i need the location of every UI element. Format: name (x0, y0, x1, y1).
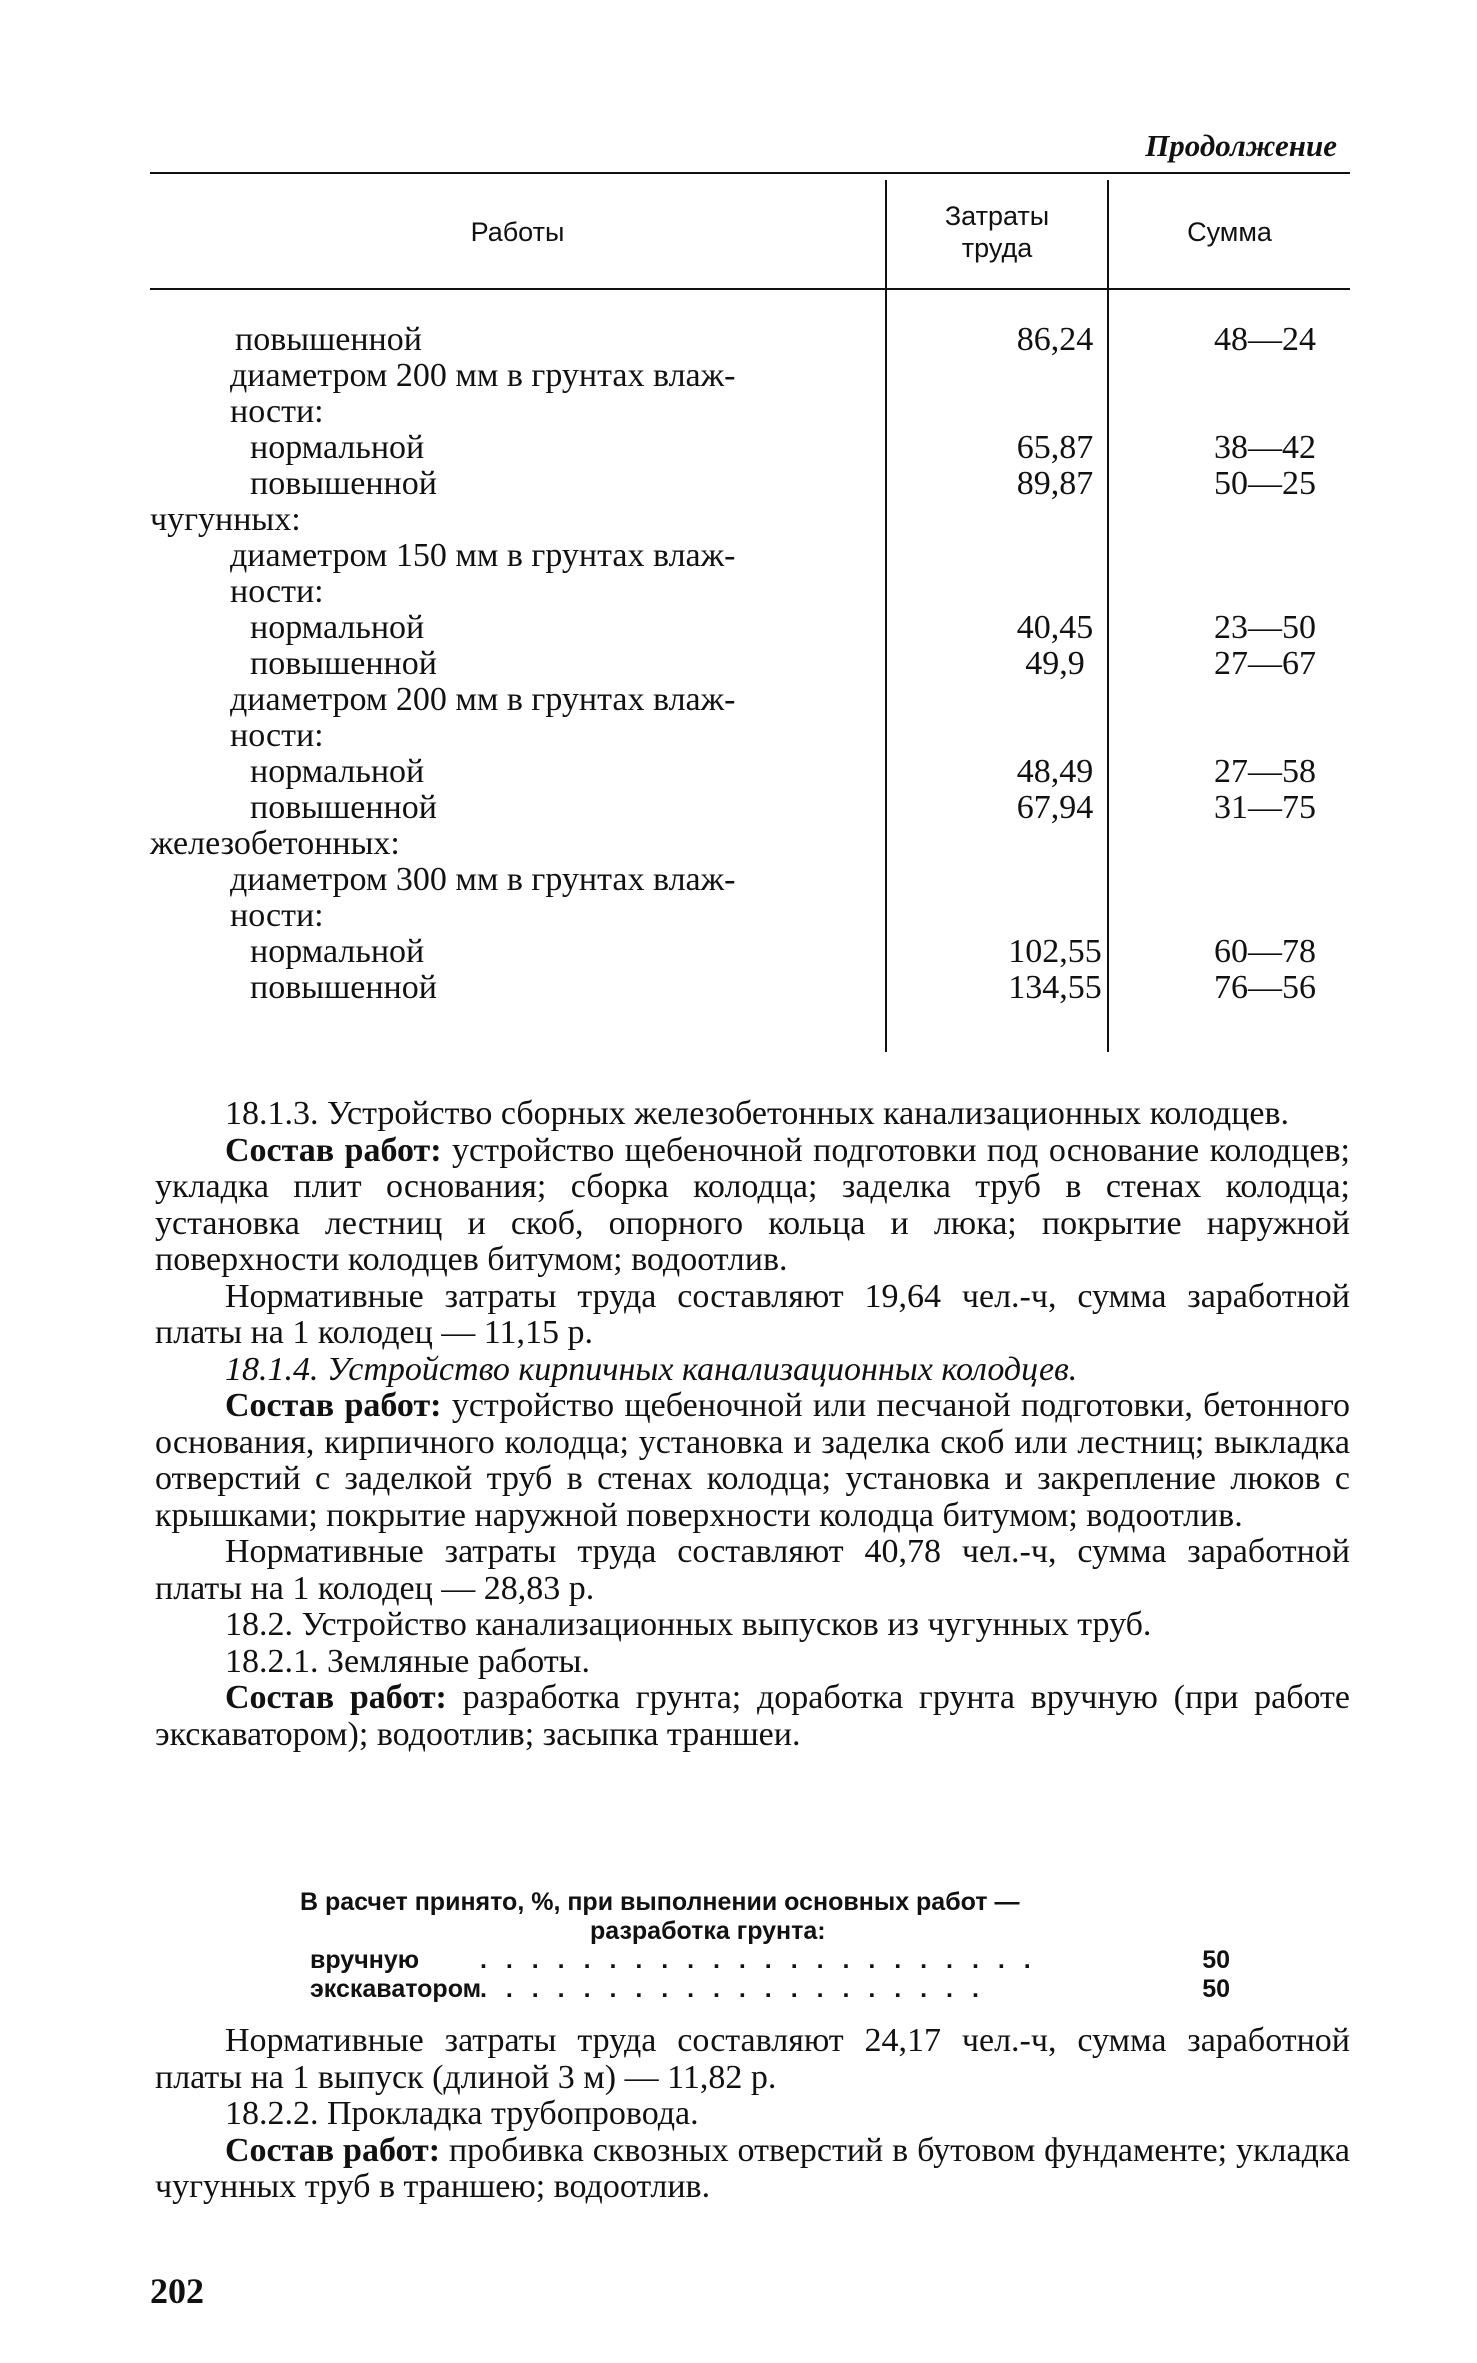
work-cell: ности: (230, 573, 324, 610)
table-body (150, 322, 1350, 1006)
sum-cell: 76—56 (1214, 969, 1316, 1006)
table-header-rule (150, 288, 1350, 290)
labor-cell: 134,55 (1008, 969, 1102, 1006)
work-cell: диаметром 200 мм в грунтах влаж- (230, 357, 736, 394)
table-row (150, 430, 1350, 466)
table-top-rule (150, 172, 1350, 174)
calc-item-value: 50 (1202, 1975, 1230, 2003)
work-cell: нормальной (250, 429, 425, 466)
sum-cell: 23—50 (1214, 609, 1316, 646)
paragraph-18-2-2: 18.2.2. Прокладка трубопровода. (225, 2095, 699, 2132)
labor-cell: 67,94 (1016, 789, 1094, 826)
table-row (150, 862, 1350, 898)
composition-label: Состав работ: (225, 2131, 441, 2169)
calc-item (300, 1946, 1250, 1975)
composition-text: устройство щебеночной подготовки под основание колодцев; укладка плит основания; сборка колодца; заделка труб в стенах колодца; установка лестниц и скоб, опорного кольца и люка; покрытие наружной поверхности колодцев битумом; водоотлив. (155, 1131, 1350, 1278)
paragraph-18-2: 18.2. Устройство канализационных выпусков из чугунных труб. (225, 1606, 1152, 1643)
work-cell: диаметром 300 мм в грунтах влаж- (230, 861, 736, 898)
labor-cell: 49,9 (1025, 645, 1085, 682)
composition-label: Состав работ: (225, 1387, 442, 1424)
table-row (150, 610, 1350, 646)
paragraph-norms-3: Нормативные затраты труда составляют 24,17 чел.-ч, сумма заработной платы на 1 выпуск (длиной 3 м) — 11,82 р. (155, 2022, 1350, 2096)
work-cell: повышенной (235, 321, 422, 358)
paragraph-norms-1: Нормативные затраты труда составляют 19,64 чел.-ч, сумма заработной платы на 1 колодец — 11,15 р. (155, 1277, 1350, 1351)
paragraph-composition-1 (155, 1133, 1350, 1279)
work-cell: диаметром 150 мм в грунтах влаж- (230, 537, 736, 574)
table-row (150, 718, 1350, 754)
calc-item (300, 1975, 1250, 2004)
calc-item-leader: . . . . . . . . . . . . . . . . . . . . . . (480, 1946, 1037, 1974)
sum-cell: 31—75 (1214, 789, 1316, 826)
sum-cell: 60—78 (1214, 933, 1316, 970)
labor-cell: 65,87 (1016, 429, 1094, 466)
composition-text: разработка грунта; доработка грунта вручную (при работе экскаватором); водоотлив; засыпка траншеи. (155, 1679, 1350, 1753)
labor-cell: 102,55 (1008, 933, 1102, 970)
work-cell: диаметром 200 мм в грунтах влаж- (230, 681, 736, 718)
continued-label: Продолжение (1145, 128, 1337, 163)
table-row (150, 754, 1350, 790)
table-row (150, 394, 1350, 430)
work-cell: железобетонных: (150, 825, 400, 862)
work-cell: ности: (230, 717, 324, 754)
column-header-labor-line1: Затраты (944, 201, 1050, 231)
table-row (150, 538, 1350, 574)
sum-cell: 38—42 (1214, 429, 1316, 466)
paragraph-norms-2: Нормативные затраты труда составляют 40,78 чел.-ч, сумма заработной платы на 1 колодец — 28,83 р. (155, 1533, 1350, 1607)
table-row (150, 358, 1350, 394)
table-row (150, 898, 1350, 934)
sum-cell: 48—24 (1214, 321, 1316, 358)
table-row (150, 574, 1350, 610)
calculation-note (300, 1888, 1250, 2004)
paragraph-18-1-4: 18.1.4. Устройство кирпичных канализационных колодцев. (225, 1350, 1078, 1388)
sum-cell: 27—58 (1214, 753, 1316, 790)
table-row (150, 502, 1350, 538)
calc-item-leader: . . . . . . . . . . . . . . . . . . . . (480, 1975, 985, 2003)
work-cell: нормальной (250, 933, 425, 970)
table-row (150, 790, 1350, 826)
work-cell: нормальной (250, 753, 425, 790)
table-row (150, 970, 1350, 1006)
work-cell: повышенной (250, 969, 437, 1006)
labor-cell: 86,24 (1016, 321, 1094, 358)
calc-item-label: вручную (310, 1946, 420, 1974)
calc-item-value: 50 (1202, 1946, 1230, 1974)
paragraph-composition-4 (155, 2133, 1350, 2206)
paragraph-composition-2 (155, 1388, 1350, 1534)
table-row (150, 322, 1350, 358)
column-header-works: Работы (470, 217, 565, 247)
table-row (150, 466, 1350, 502)
sum-cell: 50—25 (1214, 465, 1316, 502)
column-header-labor (887, 200, 1107, 264)
paragraph-composition-3 (155, 1680, 1350, 1753)
body-text-continued (155, 2023, 1350, 2206)
cost-table (150, 172, 1350, 1062)
paragraph-18-1-3: 18.1.3. Устройство сборных железобетонных канализационных колодцев. (225, 1095, 1290, 1132)
work-cell: повышенной (250, 465, 437, 502)
composition-text: пробивка сквозных отверстий в бутовом фундаменте; укладка чугунных труб в траншею; водоотлив. (155, 2131, 1350, 2205)
work-cell: нормальной (250, 609, 425, 646)
labor-cell: 40,45 (1016, 609, 1094, 646)
sum-cell: 27—67 (1214, 645, 1316, 682)
calc-title-line1: В расчет принято, %, при выполнении основных работ — (300, 1888, 1020, 1916)
paragraph-18-2-1: 18.2.1. Земляные работы. (225, 1642, 591, 1680)
table-row (150, 682, 1350, 718)
work-cell: повышенной (250, 645, 437, 682)
labor-cell: 89,87 (1016, 465, 1094, 502)
composition-label: Состав работ: (225, 1131, 442, 1169)
work-cell: чугунных: (150, 501, 301, 538)
work-cell: ности: (230, 393, 324, 430)
labor-cell: 48,49 (1016, 753, 1094, 790)
column-header-sum: Сумма (1187, 217, 1272, 247)
work-cell: ности: (230, 897, 324, 934)
table-row (150, 934, 1350, 970)
column-header-labor-line2: труда (961, 233, 1033, 263)
table-row (150, 826, 1350, 862)
composition-text: устройство щебеночной или песчаной подготовки, бетонного основания, кирпичного колодца; установка и заделка скоб или лестниц; выкладка отверстий с заделкой труб в стенах колодца; установка и закрепление люков с крышками; покрытие наружной поверхности колодца битумом; водоотлив. (155, 1387, 1350, 1534)
work-cell: повышенной (250, 789, 437, 826)
calc-title-line2: разработка грунта: (590, 1917, 826, 1945)
calc-item-label: экскаватором (310, 1975, 482, 2003)
body-text (155, 1096, 1350, 1753)
table-row (150, 646, 1350, 682)
page-number: 202 (150, 2271, 204, 2311)
composition-label: Состав работ: (225, 1679, 447, 1716)
